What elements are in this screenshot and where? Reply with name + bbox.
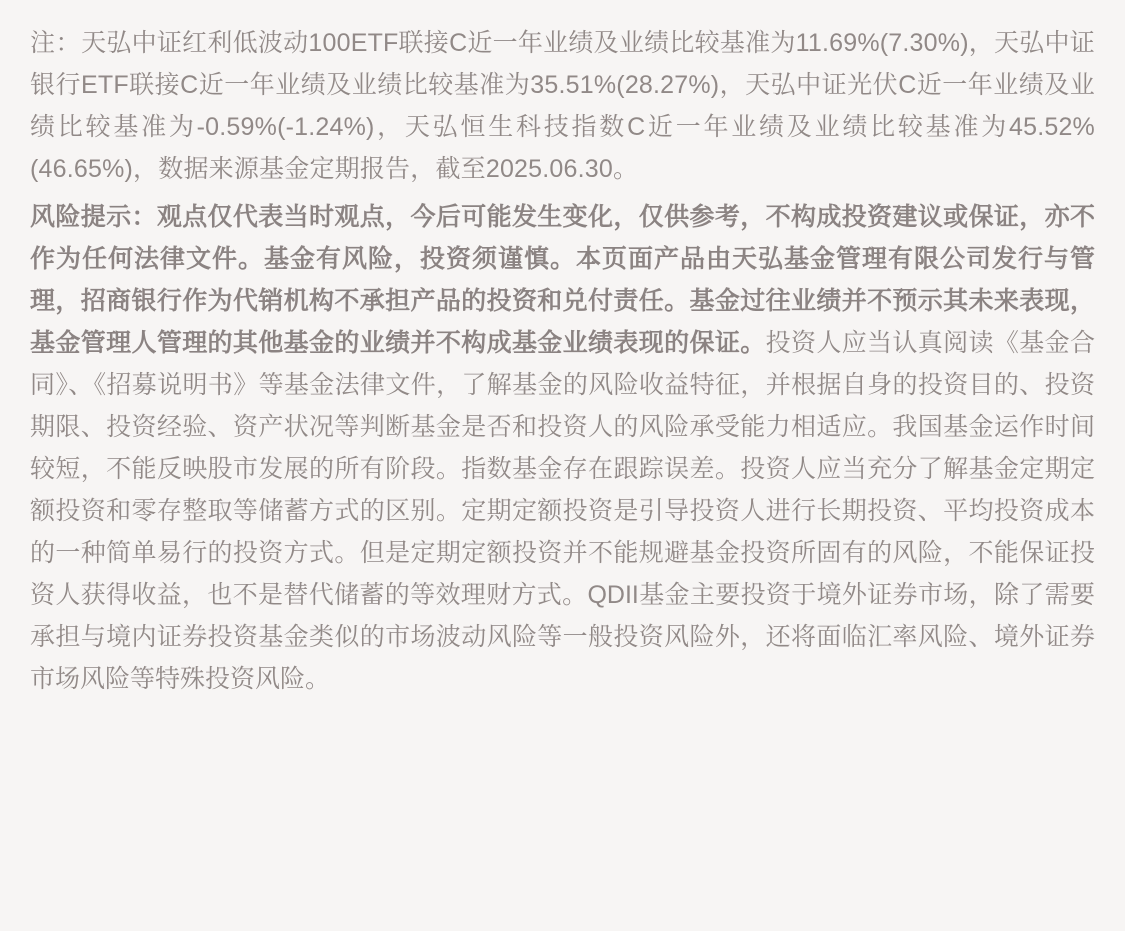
risk-normal-text: 投资人应当认真阅读《基金合同》、《招募说明书》等基金法律文件，了解基金的风险收益特征，并根据自身的投资目的、投资期限、投资经验、资产状况等判断基金是否和投资人的风险承受能力相适应。我国基金运作时间较短，不能反映股市发展的所有阶段。指数基金存在跟踪误差。投资人应当充分了解基金定期定额投资和零存整取等储蓄方式的区别。定期定额投资是引导投资人进行长期投资、平均投资成本的一种简单易行的投资方式。但是定期定额投资并不能规避基金投资所固有的风险，不能保证投资人获得收益，也不是替代储蓄的等效理财方式。QDII基金主要投资于境外证券市场，除了需要承担与境内证券投资基金类似的市场波动风险等一般投资风险外，还将面临汇率风险、境外证券市场风险等特殊投资风险。 — [30, 329, 1095, 693]
risk-label: 风险提示： — [30, 203, 157, 231]
risk-bold-text: 观点仅代表当时观点，今后可能发生变化，仅供参考，不构成投资建议或保证，亦不作为任何法律文件。基金有风险，投资须谨慎。本页面产品由天弘基金管理有限公司发行与管理，招商银行作为代销机构不承担产品的投资和兑付责任。基金过往业绩并不预示其未来表现，基金管理人管理的其他基金的业绩并不构成基金业绩表现的保证。 — [30, 203, 1095, 357]
note-body: 天弘中证红利低波动100ETF联接C近一年业绩及业绩比较基准为11.69%(7.30%)，天弘中证银行ETF联接C近一年业绩及业绩比较基准为35.51%(28.27%)，天弘中证光伏C近一年业绩及业绩比较基准为-0.59%(-1.24%)，天弘恒生科技指数C近一年业绩及业绩比较基准为45.52%(46.65%)，数据来源基金定期报告，截至2025.06.30。 — [30, 29, 1095, 183]
risk-warning — [30, 196, 1095, 700]
fund-performance-note — [30, 22, 1095, 190]
note-label: 注： — [30, 29, 82, 57]
